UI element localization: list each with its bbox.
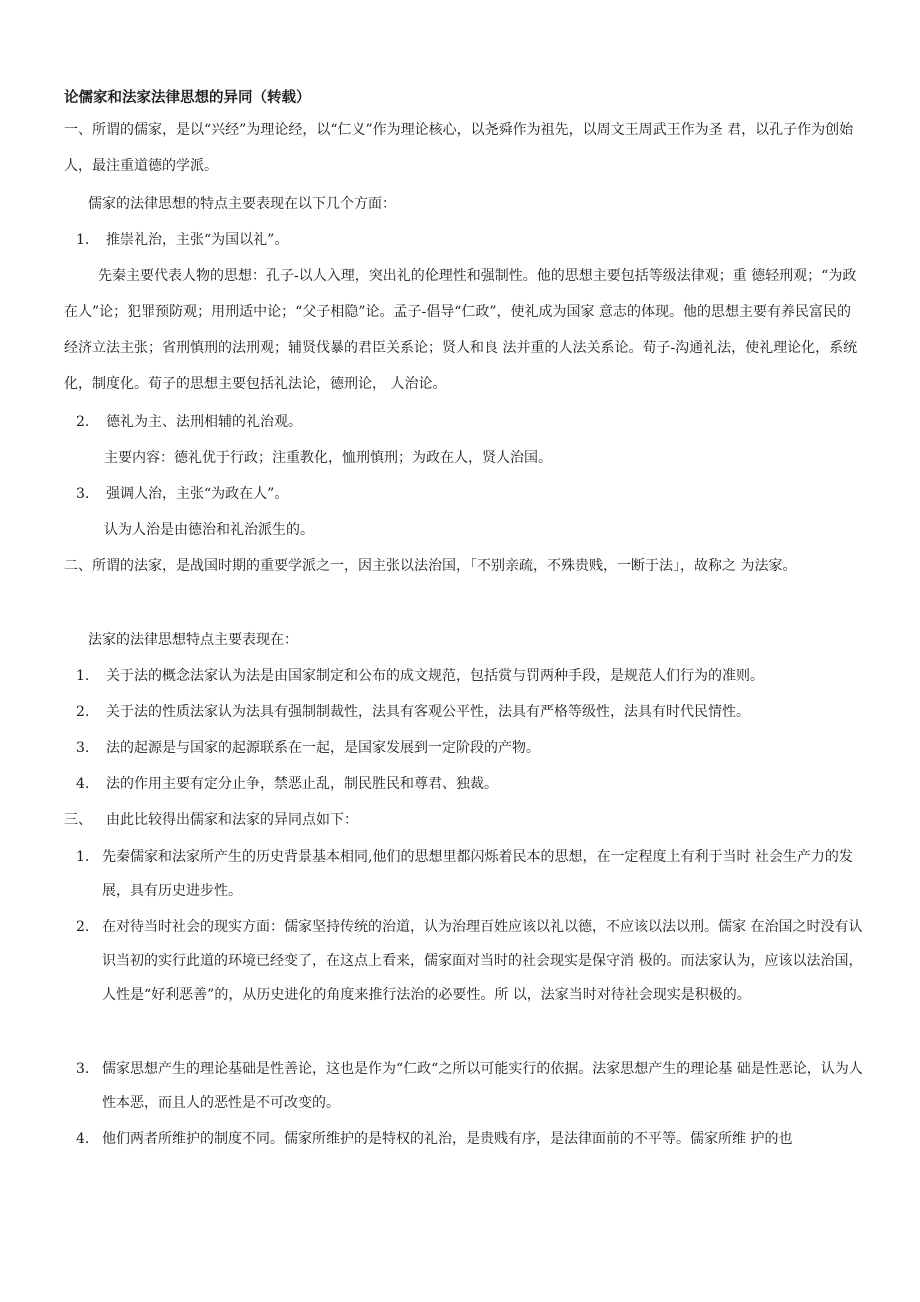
section1-item2-detail: 主要内容：德礼优于行政；注重教化，恤刑慎刑；为政在人，贤人治国。 xyxy=(104,450,552,466)
item-text: 德礼为主、法刑相辅的礼治观。 xyxy=(106,414,302,430)
section1-lead: 儒家的法律思想的特点主要表现在以下几个方面： xyxy=(88,196,396,212)
section3-item-3 xyxy=(64,1052,870,1120)
item-number: 1. xyxy=(76,668,90,684)
section1-item1-detail: 先秦主要代表人物的思想：孔子-以人入理，突出礼的伦理性和强制性。他的思想主要包括等级法律观；重 德轻刑观；“为政在人”论；犯罪预防观；用刑适中论；“父子相隐”论。孟子-倡导“仁政”，使礼成为国家 意志的体现。他的思想主要有养民富民的经济立法主张；省刑慎刑的法刑观；辅贤伐暴的君臣关系论；贤人和良 法并重的人法关系论。荀子-沟通礼法，使礼理论化，系统化，制度化。荀子的思想主要包括礼法论，德刑论， 人治论。 xyxy=(64,268,858,392)
item-text: 法的起源是与国家的起源联系在一起，是国家发展到一定阶段的产物。 xyxy=(106,740,540,756)
item-number: 4. xyxy=(76,1131,90,1147)
section3-item-1 xyxy=(64,840,870,908)
item-text: 法的作用主要有定分止争，禁恶止乱，制民胜民和尊君、独裁。 xyxy=(106,776,498,792)
item-text: 儒家思想产生的理论基础是性善论，这也是作为“仁政“之所以可能实行的依据。法家思想产生的理论基 础是性恶论，认为人性本恶，而且人的恶性是不可改变的。 xyxy=(102,1061,863,1111)
item-number: 2. xyxy=(76,919,90,935)
item-number: 2. xyxy=(76,414,90,430)
section2-lead: 法家的法律思想特点主要表现在： xyxy=(88,632,298,648)
item-text: 先秦儒家和法家所产生的历史背景基本相同,他们的思想里都闪烁着民本的思想，在一定程度上有利于当时 社会生产力的发展，具有历史进步性。 xyxy=(102,849,853,899)
item-number: 3. xyxy=(76,1061,90,1077)
section3-item-2 xyxy=(64,910,870,1012)
item-number: 3. xyxy=(76,740,90,756)
item-number: 3. xyxy=(76,486,90,502)
section1-item3-detail: 认为人治是由德治和礼治派生的。 xyxy=(104,522,314,538)
section-heading-text: 由此比较得出儒家和法家的异同点如下： xyxy=(106,812,358,828)
section2-intro: 二、所谓的法家，是战国时期的重要学派之一，因主张以法治国，「不别亲疏，不殊贵贱，一断于法」，故称之 为法家。 xyxy=(64,558,797,574)
item-number: 4. xyxy=(76,776,90,792)
item-text: 关于法的性质法家认为法具有强制制裁性，法具有客观公平性，法具有严格等级性，法具有时代民情性。 xyxy=(106,704,750,720)
section1-intro: 一、所谓的儒家，是以“兴经”为理论经，以“仁义”作为理论核心，以尧舜作为祖先，以周文王周武王作为圣 君，以孔子作为创始人，最注重道德的学派。 xyxy=(64,122,854,174)
page-title: 论儒家和法家法律思想的异同（转载） xyxy=(64,90,311,106)
item-number: 1. xyxy=(76,849,90,865)
section3-item-4 xyxy=(64,1122,870,1156)
item-text: 关于法的概念法家认为法是由国家制定和公布的成文规范，包括赏与罚两种手段，是规范人们行为的准则。 xyxy=(106,668,764,684)
item-text: 在对待当时社会的现实方面：儒家坚持传统的治道，认为治理百姓应该以礼以德，不应该以法以刑。儒家 在治国之时没有认识当初的实行此道的环境已经变了，在这点上看来，儒家面对当时的社会现实是保守消 极的。而法家认为，应该以法治国，人性是“好利恶善”的，从历史进化的角度来推行法治的必要性。所 以，法家当时对待社会现实是积极的。 xyxy=(102,919,863,1003)
section-number: 三、 xyxy=(64,812,92,828)
item-number: 2. xyxy=(76,704,90,720)
item-number: 1. xyxy=(76,232,90,248)
item-text: 推崇礼治，主张“为国以礼”。 xyxy=(106,232,289,248)
item-text: 他们两者所维护的制度不同。儒家所维护的是特权的礼治，是贵贱有序，是法律面前的不平等。儒家所维 护的也 xyxy=(102,1131,793,1147)
item-text: 强调人治，主张“为政在人”。 xyxy=(106,486,289,502)
